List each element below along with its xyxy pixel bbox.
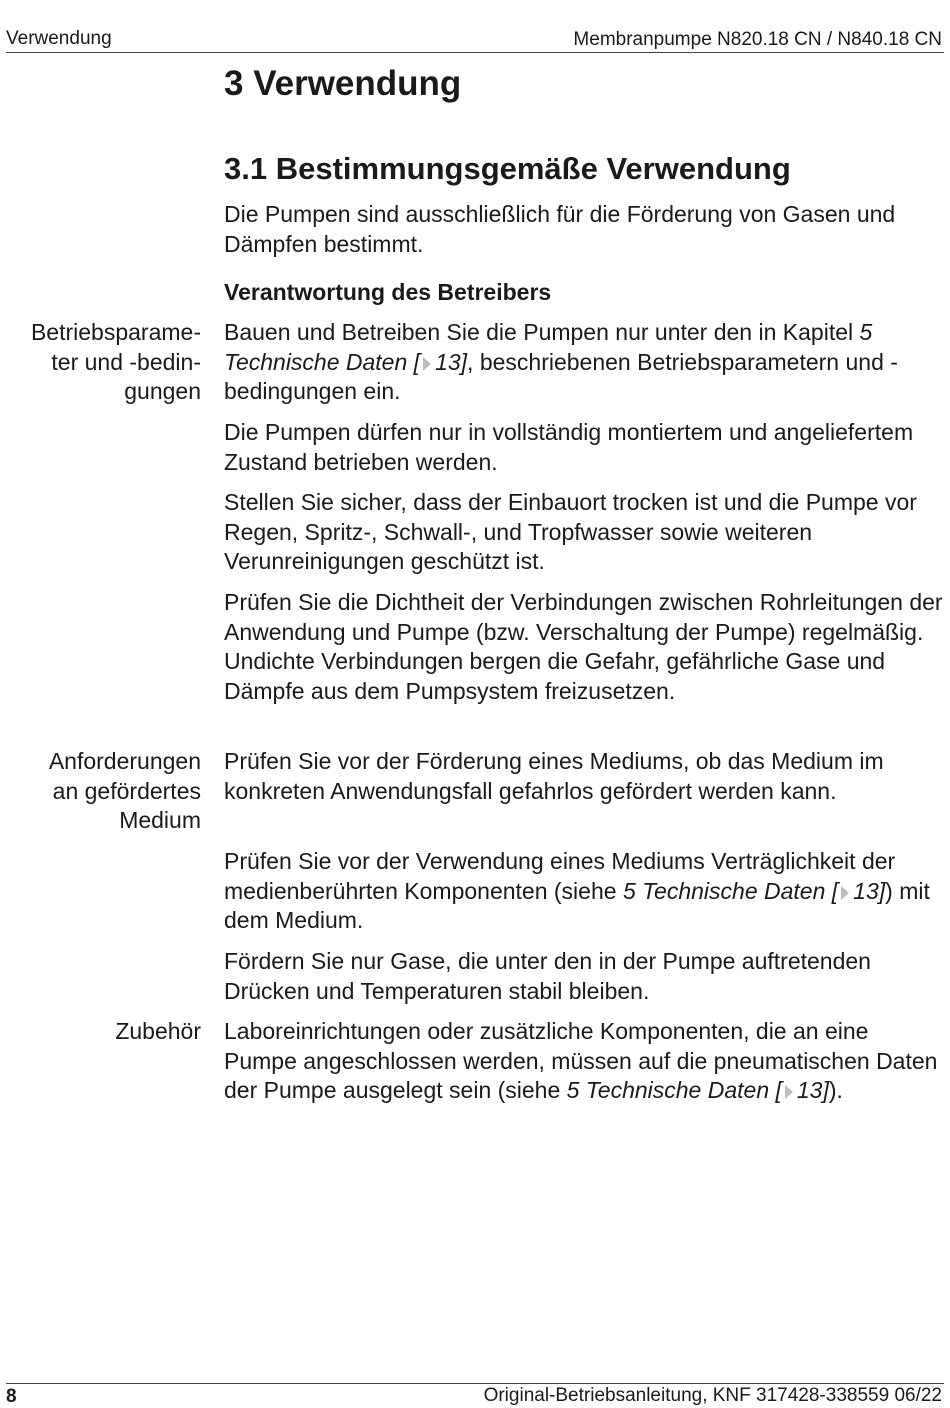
running-header-product: Membranpumpe N820.18 CN / N840.18 CN xyxy=(573,29,942,50)
margin-label-medium-requirements: Anforderungen an gefördertes Medium xyxy=(48,748,201,834)
cross-reference-page: 13] xyxy=(853,877,886,904)
cross-reference-title: 5 Technische Daten [ xyxy=(224,319,873,375)
paragraph-accessories xyxy=(224,1017,944,1106)
intro-paragraph: Die Pumpen sind ausschließlich für die Förderung von Gasen und Dämpfen bestimmt. xyxy=(224,201,896,257)
cross-reference-link[interactable] xyxy=(567,1077,829,1103)
cross-reference-title: 5 Technische Daten [ xyxy=(622,877,839,904)
paragraph-text: ) mit dem Medium. xyxy=(224,877,930,934)
subheading-operator-responsibility: Verantwortung des Betreibers xyxy=(224,279,552,305)
header-divider xyxy=(6,52,944,53)
paragraph-text: Bauen und Betreiben Sie die Pumpen nur unter den in Kapitel xyxy=(224,319,854,345)
paragraph-text: Laboreinrichtungen oder zusätzliche Komponenten, die an eine Pumpe angeschlossen werden, müssen auf die pneumatischen Daten der Pumpe ausgelegt sein (siehe xyxy=(224,1018,938,1104)
margin-label-operating-parameters: Betriebsparame- ter und -bedin- gungen xyxy=(30,319,201,405)
paragraph-installation-site: Stellen Sie sicher, dass der Einbauort trocken ist und die Pumpe vor Regen, Spritz-, Schwall-, und Tropfwasser sowie weiteren Verunreinigungen geschützt ist. xyxy=(224,489,917,575)
cross-reference-page: 13] xyxy=(796,1077,829,1104)
paragraph-text: ). xyxy=(828,1077,843,1104)
paragraph-leak-check: Prüfen Sie die Dichtheit der Verbindungen zwischen Rohrleitungen der Anwendung und Pumpe (bzw. Verschaltung der Pumpe) regelmäßig. Undichte Verbindungen bergen die Gefahr, gefährliche Gase und Dämpfe aus dem Pumpsystem freizusetzen. xyxy=(224,589,943,704)
paragraph-assembled-state: Die Pumpen dürfen nur in vollständig montiertem und angeliefertem Zustand betrieben werden. xyxy=(224,419,914,475)
cross-reference-link[interactable] xyxy=(623,878,885,904)
page-reference-arrow-icon xyxy=(423,357,431,371)
cross-reference-page: 13] xyxy=(435,348,468,375)
cross-reference-title: 5 Technische Daten [ xyxy=(566,1077,782,1104)
section-title: 3.1 Bestimmungsgemäße Verwendung xyxy=(224,151,791,186)
paragraph-medium-safety: Prüfen Sie vor der Förderung eines Mediums, ob das Medium im konkreten Anwendungsfall gefahrlos gefördert werden kann. xyxy=(224,748,884,804)
paragraph-medium-compatibility xyxy=(224,847,944,936)
footer-document-id: Original-Betriebsanleitung, KNF 317428-338559 06/22 xyxy=(483,1385,942,1406)
footer-divider xyxy=(6,1383,944,1384)
running-header-section: Verwendung xyxy=(6,28,112,49)
paragraph-operating-conditions xyxy=(224,318,944,407)
page-reference-arrow-icon xyxy=(785,1085,793,1099)
paragraph-text: Prüfen Sie vor der Verwendung eines Mediums Verträglichkeit der medienberührten Komponenten (siehe xyxy=(224,848,896,904)
chapter-title: 3 Verwendung xyxy=(224,64,462,103)
paragraph-stable-gases: Fördern Sie nur Gase, die unter den in der Pumpe auftretenden Drücken und Temperaturen stabil bleiben. xyxy=(224,948,871,1004)
paragraph-text: , beschriebenen Betriebsparametern und -bedingungen ein. xyxy=(224,348,898,405)
page-number: 8 xyxy=(6,1386,17,1407)
margin-label-accessories: Zubehör xyxy=(115,1018,201,1044)
page-reference-arrow-icon xyxy=(841,886,849,900)
